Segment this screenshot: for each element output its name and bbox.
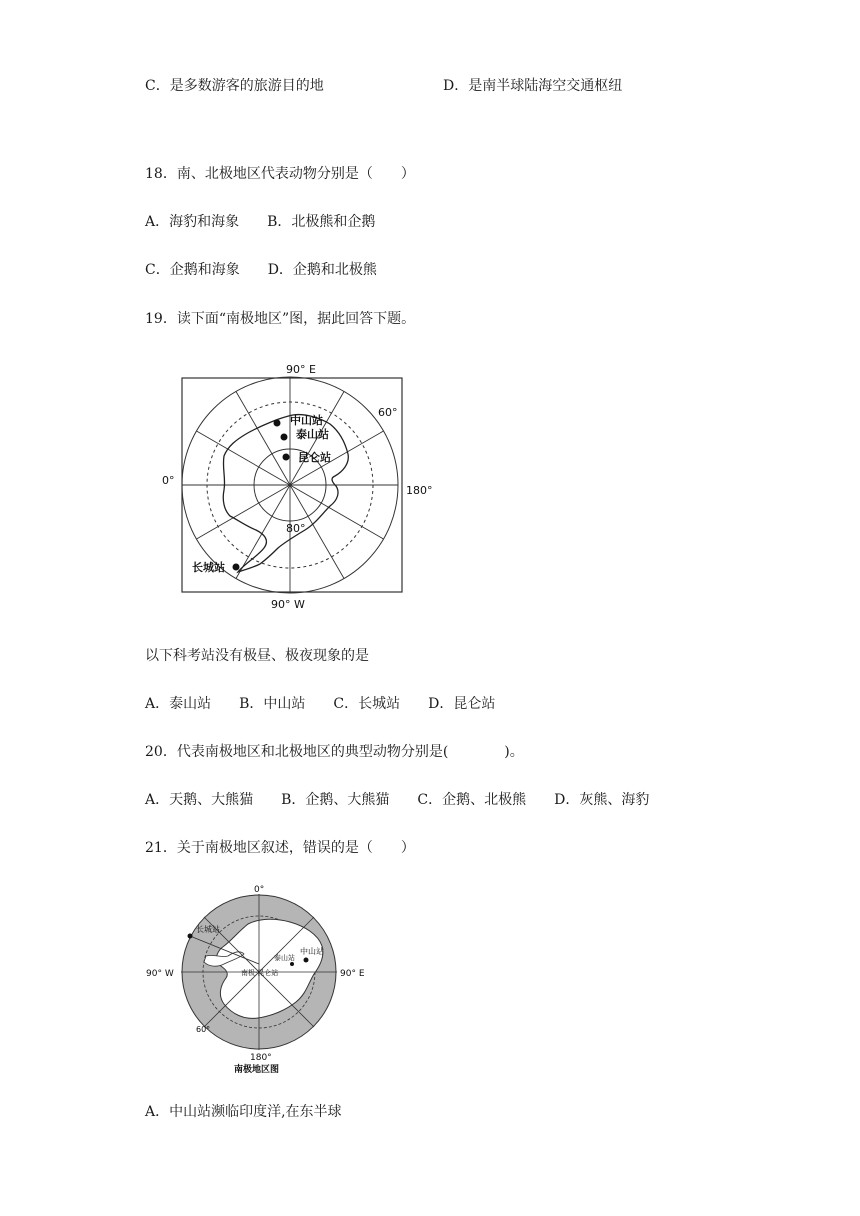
- antarctic-map-1: [160, 358, 440, 612]
- q19-options: A．泰山站 B．中山站 C．长城站 D．昆仑站: [145, 696, 496, 712]
- q20-options: A．天鹅、大熊猫 B．企鹅、大熊猫 C．企鹅、北极熊 D．灰熊、海豹: [145, 792, 650, 808]
- map1-kunlun-label: 昆仑站: [298, 451, 331, 464]
- map1-taishan-label: 泰山站: [296, 428, 329, 441]
- changcheng-station-dot: [233, 564, 240, 571]
- map2-bottom-label: 180°: [250, 1053, 272, 1063]
- map2-caption: 南极地区图: [234, 1065, 280, 1074]
- map2-zhongshan-label: 中山站: [300, 947, 324, 956]
- map1-top-label: 90° E: [286, 363, 316, 376]
- map1-bottom-label: 90° W: [271, 598, 305, 611]
- map2-pole-label: 南极·昆仑站: [241, 969, 279, 977]
- q18-options-row2: C．企鹅和海象 D．企鹅和北极熊: [145, 262, 377, 278]
- map2-zhongshan-dot: [304, 958, 309, 963]
- map1-left-label: 0°: [162, 474, 175, 487]
- kunlun-station-dot: [283, 454, 290, 461]
- map2-taishan-dot: [290, 962, 294, 966]
- q18-options-row1: A．海豹和海象 B．北极熊和企鹅: [145, 214, 376, 230]
- map2-lat60-label: 60°: [196, 1025, 211, 1034]
- q20-stem: 20．代表南极地区和北极地区的典型动物分别是( )。: [145, 744, 524, 760]
- q19-stem: 19．读下面“南极地区”图，据此回答下题。: [145, 311, 416, 327]
- q17-option-d: D．是南半球陆海空交通枢纽: [443, 78, 623, 94]
- map1-right-label: 180°: [406, 484, 433, 497]
- map2-right-label: 90° E: [340, 969, 365, 979]
- antarctic-map-2: [144, 884, 374, 1074]
- map1-zhongshan-label: 中山站: [290, 414, 323, 427]
- map2-top-label: 0°: [254, 885, 265, 895]
- q19-sub-stem: 以下科考站没有极昼、极夜现象的是: [145, 648, 369, 664]
- q21-stem: 21．关于南极地区叙述，错误的是（ ）: [145, 840, 415, 856]
- map1-changcheng-label: 长城站: [192, 561, 225, 574]
- q21-option-a: A．中山站濒临印度洋,在东半球: [145, 1104, 342, 1120]
- map2-changcheng-label: 长城站: [196, 925, 220, 934]
- map1-lat80-label: 80°: [286, 522, 306, 535]
- q18-stem: 18．南、北极地区代表动物分别是（ ）: [145, 166, 415, 182]
- map1-lat60-label: 60°: [378, 406, 398, 419]
- taishan-station-dot: [281, 434, 288, 441]
- map2-left-label: 90° W: [146, 969, 174, 979]
- map2-changcheng-dot: [188, 934, 193, 939]
- map2-taishan-label: 泰山站: [274, 954, 295, 962]
- q17-option-c: C．是多数游客的旅游目的地: [145, 78, 324, 94]
- zhongshan-station-dot: [274, 420, 281, 427]
